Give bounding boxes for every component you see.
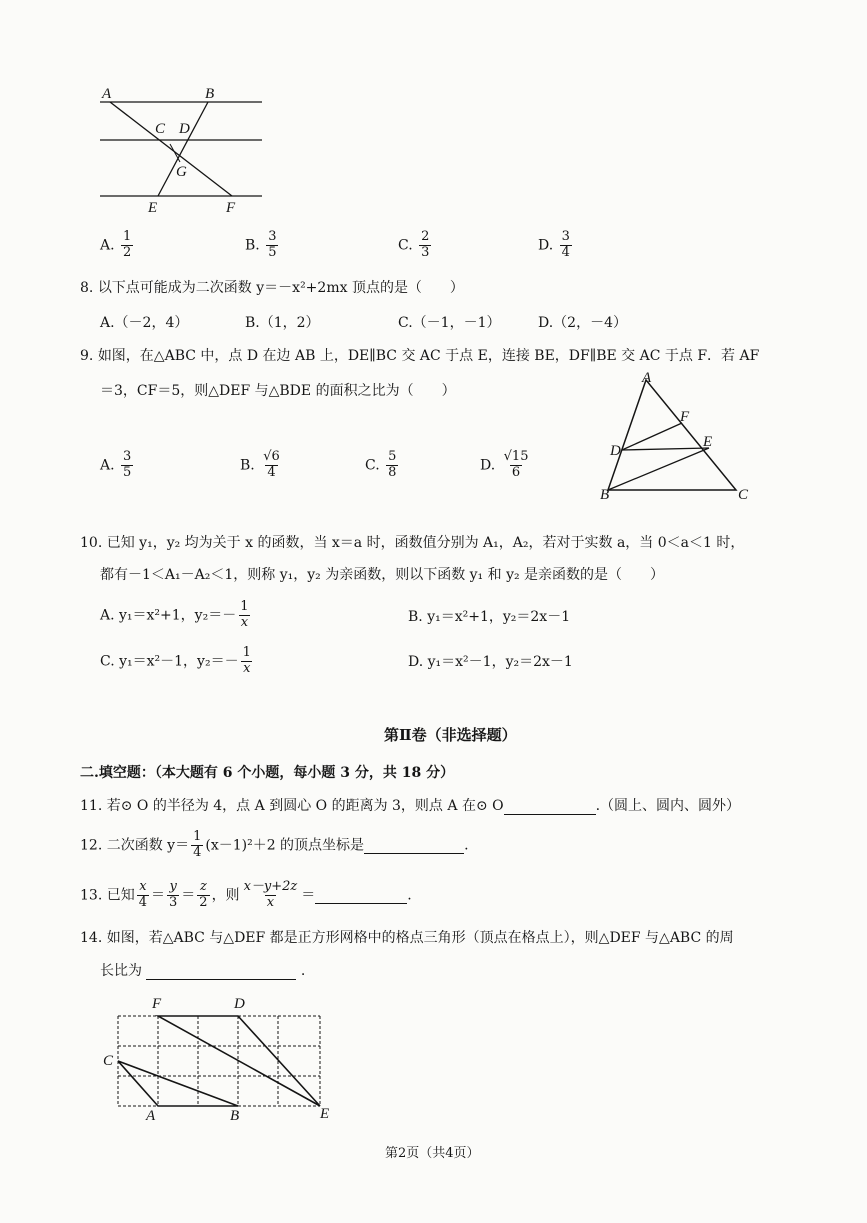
q8-stem: 8. 以下点可能成为二次函数 y＝－x²+2mx 顶点的是（ ） [80, 280, 464, 296]
q7-option-b[interactable]: B. $\frac{3}{5}$ [245, 229, 277, 260]
q8-option-a[interactable]: A.（－2，4） [100, 315, 189, 331]
q8-option-b[interactable]: B.（1，2） [245, 315, 320, 331]
fraction: $\frac{1}{4}$ [193, 829, 202, 860]
fraction: $\frac{1}{x}$ [240, 599, 249, 630]
triangle-abc [118, 1061, 238, 1106]
q9-stem-line1: 9. 如图，在△ABC 中，点 D 在边 AB 上，DE∥BC 交 AC 于点 E，连接 BE，DF∥BE 交 AC 于点 F．若 AF [80, 348, 760, 364]
q14-stem-line2: 长比为 . [100, 963, 306, 979]
q10-stem-line2: 都有－1＜A₁－A₂＜1，则称 y₁，y₂ 为亲函数，则以下函数 y₁ 和 y₂ 是亲函数的是（ ） [100, 567, 665, 583]
fraction: $\frac{3}{5}$ [123, 449, 132, 480]
section-title: 第Ⅱ卷（非选择题） [384, 726, 517, 744]
q14-label-c: C [103, 1053, 114, 1069]
q14-label-b: B [230, 1108, 240, 1124]
q9-stem-line2: ＝3，CF＝5，则△DEF 与△BDE 的面积之比为（ ） [100, 383, 456, 399]
dashed-grid [118, 1016, 320, 1106]
q9-label-d: D [610, 443, 621, 459]
q9-label-a: A [642, 370, 652, 386]
q7-label-c: C [155, 121, 166, 137]
triangle-def [158, 1016, 320, 1106]
q7-option-d[interactable]: D. $\frac{3}{4}$ [538, 229, 570, 260]
fraction: $\frac{1}{x}$ [242, 645, 251, 676]
q10-option-a[interactable]: A. y₁＝x²+1，y₂＝－ $\frac{1}{x}$ [100, 599, 249, 630]
fraction: $\frac{5}{8}$ [388, 449, 397, 480]
page-footer: 第2页（共4页） [385, 1146, 480, 1161]
q9-label-f: F [680, 409, 690, 425]
section-header: 二.填空题：（本大题有 6 个小题，每小题 3 分，共 18 分） [80, 765, 455, 781]
q14-label-d: D [234, 996, 245, 1012]
fraction: $\frac{y}{3}$ [169, 879, 178, 910]
fraction: $\frac{1}{2}$ [123, 229, 132, 260]
q11: 11. 若⊙ O 的半径为 4，点 A 到圆心 O 的距离为 3，则点 A 在⊙ O .（圆上、圆内、圆外） [80, 798, 741, 814]
fraction: $\frac{x}{4}$ [138, 879, 147, 910]
q10-option-d[interactable]: D. y₁＝x²－1，y₂＝2x－1 [408, 654, 573, 670]
q9-option-a[interactable]: A. $\frac{3}{5}$ [100, 449, 132, 480]
q8-option-c[interactable]: C.（－1，－1） [398, 315, 501, 331]
q10-stem-line1: 10. 已知 y₁，y₂ 均为关于 x 的函数，当 x＝a 时，函数值分别为 A₁，A₂，若对于实数 a，当 0＜a＜1 时， [80, 535, 745, 551]
fraction: $\frac{√15}{6}$ [503, 449, 529, 480]
fraction: $\frac{2}{3}$ [421, 229, 430, 260]
q12: 12. 二次函数 y＝ $\frac{1}{4}$ (x－1)²＋2 的顶点坐标是 . [80, 829, 469, 860]
q7-label-e: E [148, 200, 158, 216]
q7-label-b: B [205, 86, 215, 102]
q7-option-c[interactable]: C. $\frac{2}{3}$ [398, 229, 430, 260]
q9-label-c: C [738, 487, 749, 503]
q13: 13. 已知 $\frac{x}{4}$ ＝ $\frac{y}{3}$ ＝ $\frac{z}{2}$ ，则 $\frac{x-y+2z}{x}$ ＝ . [80, 879, 412, 910]
q14-label-a: A [146, 1108, 156, 1124]
q7-label-a: A [102, 86, 112, 102]
q7-label-d: D [179, 121, 190, 137]
fraction: $\frac{√6}{4}$ [263, 449, 280, 480]
q14-label-e: E [320, 1106, 330, 1122]
q14-stem-line1: 14. 如图，若△ABC 与△DEF 都是正方形网格中的格点三角形（顶点在格点上），则△DEF 与△ABC 的周 [80, 930, 734, 946]
q9-option-d[interactable]: D. $\frac{√15}{6}$ [480, 449, 529, 480]
q7-option-a[interactable]: A. $\frac{1}{2}$ [100, 229, 132, 260]
q10-option-c[interactable]: C. y₁＝x²－1，y₂＝－ $\frac{1}{x}$ [100, 645, 251, 676]
fraction: $\frac{3}{4}$ [561, 229, 570, 260]
q8-option-d[interactable]: D.（2，－4） [538, 315, 627, 331]
q9-label-e: E [703, 434, 713, 450]
q10-option-b[interactable]: B. y₁＝x²+1，y₂＝2x－1 [408, 609, 571, 625]
q9-option-c[interactable]: C. $\frac{5}{8}$ [365, 449, 397, 480]
q9-option-b[interactable]: B. $\frac{√6}{4}$ [240, 449, 280, 480]
q7-label-f: F [226, 200, 236, 216]
fraction: $\frac{z}{2}$ [199, 879, 208, 910]
fraction: $\frac{x-y+2z}{x}$ [243, 879, 298, 910]
q9-label-b: B [600, 487, 610, 503]
fraction: $\frac{3}{5}$ [268, 229, 277, 260]
q7-label-g: G [176, 164, 187, 180]
q14-label-f: F [152, 996, 162, 1012]
